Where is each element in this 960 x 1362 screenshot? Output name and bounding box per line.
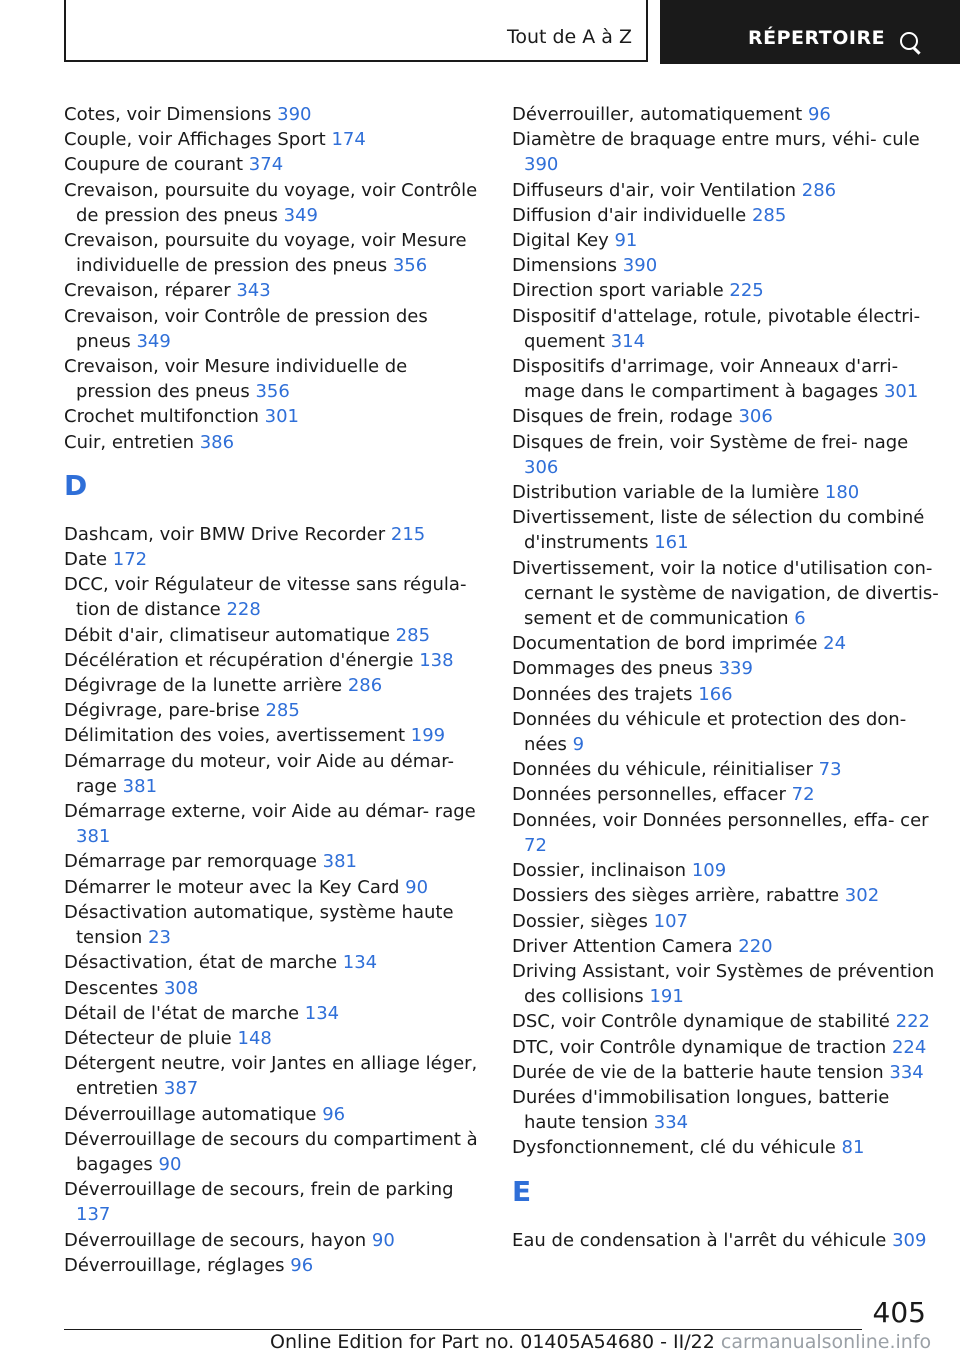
index-letter-heading: E: [512, 1174, 532, 1208]
index-entry-text: Dégivrage, pare-brise: [64, 700, 260, 722]
page-reference-link[interactable]: 191: [649, 986, 684, 1008]
index-entry: [64, 278, 484, 303]
index-entry-text: Divertissement, liste de sélection du combiné d'instruments: [512, 507, 925, 554]
index-entry: [64, 152, 484, 177]
page-reference-link[interactable]: 374: [248, 154, 284, 176]
search-icon[interactable]: [900, 32, 918, 50]
index-entry-text: Driving Assistant, voir Systèmes de prévention des collisions: [512, 960, 935, 1008]
index-entry-text: Données du véhicule et protection des don- nées: [512, 708, 907, 756]
index-entry: [512, 1035, 942, 1060]
page-reference-link[interactable]: 220: [738, 935, 773, 957]
page-reference-link[interactable]: 109: [691, 860, 727, 882]
index-entry: [64, 430, 484, 455]
index-entry: [512, 430, 942, 480]
page-reference-link[interactable]: 309: [892, 1229, 927, 1251]
tab-a-to-z[interactable]: [64, 0, 648, 62]
page-reference-link[interactable]: 9: [572, 734, 585, 756]
index-entry: [512, 808, 942, 858]
page-reference-link[interactable]: 199: [410, 725, 446, 747]
index-entry: [64, 849, 484, 874]
page-reference-link[interactable]: 24: [823, 633, 847, 655]
page-reference-link[interactable]: 137: [76, 1204, 111, 1226]
index-entry: [512, 1135, 942, 1160]
index-entry: [64, 522, 484, 547]
index-entry-text: Disques de frein, rodage: [512, 406, 733, 428]
page-reference-link[interactable]: 107: [653, 910, 688, 932]
index-entry-text: Démarrer le moteur avec la Key Card: [64, 876, 400, 898]
page-reference-link[interactable]: 81: [841, 1137, 865, 1159]
index-entry: [512, 959, 942, 1009]
index-entry-text: Déverrouillage, réglages: [64, 1254, 285, 1276]
index-entry: [512, 127, 942, 177]
page-reference-link[interactable]: 228: [226, 599, 261, 621]
index-entry-text: Documentation de bord imprimée: [512, 633, 818, 655]
index-entry: [512, 228, 942, 253]
index-column-right: [512, 102, 942, 1253]
page-reference-link[interactable]: 285: [751, 204, 787, 226]
index-entry-text: Détail de l'état de marche: [64, 1002, 300, 1024]
page-reference-link[interactable]: 285: [265, 700, 300, 722]
index-entry-text: Dégivrage de la lunette arrière: [64, 675, 343, 697]
index-entry-text: Dossier, inclinaison: [512, 860, 687, 882]
index-entry-text: Cuir, entretien: [64, 431, 194, 453]
index-entry: [64, 228, 484, 278]
index-entry-text: Désactivation, état de marche: [64, 952, 338, 974]
index-entry: [64, 1177, 484, 1227]
index-entry: [512, 883, 942, 908]
page-reference-link[interactable]: 6: [794, 608, 806, 630]
index-entry-text: Données des trajets: [512, 683, 693, 705]
index-entry-text: Distribution variable de la lumière: [512, 482, 820, 504]
index-entry-text: Déverrouillage de secours, hayon: [64, 1229, 367, 1251]
page-reference-link[interactable]: 224: [891, 1036, 927, 1058]
index-entry: [64, 354, 484, 404]
index-entry: [512, 1228, 942, 1253]
index-entry: [512, 858, 942, 883]
page-reference-link[interactable]: 349: [283, 204, 319, 226]
index-entry-text: Crevaison, voir Mesure individuelle de pression des pneus: [64, 356, 408, 403]
index-entry-text: Crevaison, réparer: [64, 280, 231, 302]
index-entry-text: Dispositif d'attelage, rotule, pivotable électri- quement: [512, 305, 921, 352]
index-entry: [64, 1051, 484, 1101]
index-entry: [512, 253, 942, 278]
page-reference-link[interactable]: 390: [524, 154, 559, 176]
index-entry: [512, 304, 942, 354]
page-reference-link[interactable]: 306: [738, 406, 773, 428]
index-entry-text: Déverrouillage automatique: [64, 1103, 317, 1125]
index-letter-heading: D: [64, 468, 88, 502]
index-entry: [64, 673, 484, 698]
index-entry: [64, 178, 484, 228]
index-entry-text: Données, voir Données personnelles, effa- cer: [512, 809, 929, 831]
index-entry-text: Couple, voir Affichages Sport: [64, 129, 326, 151]
page-reference-link[interactable]: 339: [718, 658, 753, 680]
index-entry-text: Démarrage externe, voir Aide au démar- rage: [64, 801, 476, 823]
page-reference-link[interactable]: 286: [347, 675, 383, 697]
index-entry: [512, 1009, 942, 1034]
index-entry-text: Diffuseurs d'air, voir Ventilation: [512, 179, 797, 201]
index-entry-text: Déverrouillage de secours du compartiment à bagages: [64, 1128, 478, 1175]
page-reference-link[interactable]: 306: [524, 456, 559, 478]
page-reference-link[interactable]: 381: [122, 775, 158, 797]
index-entry-text: Crevaison, poursuite du voyage, voir Mesure individuelle de pression des pneus: [64, 230, 467, 277]
index-entry-text: Dysfonctionnement, clé du véhicule: [512, 1137, 836, 1159]
page-reference-link[interactable]: 23: [148, 927, 171, 949]
index-entry-text: Descentes: [64, 977, 159, 999]
index-entry: [512, 1060, 942, 1085]
page-reference-link[interactable]: 390: [277, 104, 312, 125]
page-reference-link[interactable]: 334: [653, 1112, 689, 1134]
page-reference-link[interactable]: 134: [342, 952, 378, 974]
index-entry-text: Délimitation des voies, avertissement: [64, 725, 406, 747]
index-entry-text: Date: [64, 549, 108, 571]
index-entry-text: Diffusion d'air individuelle: [512, 204, 747, 226]
index-entry: [512, 782, 942, 807]
page-reference-link[interactable]: 349: [136, 330, 171, 352]
index-entry-text: Disques de frein, voir Système de frei- nage: [512, 431, 909, 453]
index-entry-text: Détergent neutre, voir Jantes en alliage léger, entretien: [64, 1053, 478, 1100]
index-entry-text: Débit d'air, climatiseur automatique: [64, 624, 390, 646]
page-reference-link[interactable]: 356: [255, 381, 290, 403]
index-entry-text: Digital Key: [512, 230, 609, 252]
tab-a-to-z-label: Tout de A à Z: [506, 26, 632, 48]
page-reference-link[interactable]: 308: [163, 977, 199, 999]
page-reference-link[interactable]: 90: [405, 876, 429, 898]
index-entry: [64, 976, 484, 1001]
page-reference-link[interactable]: 334: [889, 1061, 924, 1083]
index-entry: [512, 505, 942, 555]
index-entry: [64, 1253, 484, 1278]
page-reference-link[interactable]: 91: [614, 230, 638, 252]
index-entry: [64, 304, 484, 354]
index-entry: [512, 203, 942, 228]
page-reference-link[interactable]: 302: [844, 885, 880, 907]
index-entry: [64, 102, 484, 127]
index-entry-text: Divertissement, voir la notice d'utilisation con- cernant le système de navigation, de divertis- sement et de communication: [512, 557, 939, 630]
index-entry: [64, 404, 484, 429]
index-entry-text: Driver Attention Camera: [512, 935, 733, 957]
index-entry-text: Désactivation automatique, système haute tension: [64, 901, 454, 949]
index-entry-text: DSC, voir Contrôle dynamique de stabilité: [512, 1011, 890, 1033]
index-entry-text: Déverrouillage de secours, frein de parking: [64, 1179, 454, 1201]
page-reference-link[interactable]: 356: [392, 255, 428, 277]
index-entry: [64, 950, 484, 975]
page-reference-link[interactable]: 161: [654, 532, 689, 554]
index-entry-text: Durées d'immobilisation longues, batterie haute tension: [512, 1086, 890, 1134]
index-entry: [64, 723, 484, 748]
index-entry: [64, 1102, 484, 1127]
index-entry: [512, 556, 942, 632]
index-entry: [64, 623, 484, 648]
page-reference-link[interactable]: 72: [524, 834, 547, 856]
index-entry: [512, 707, 942, 757]
page-reference-link[interactable]: 166: [698, 683, 733, 705]
index-entry: [512, 404, 942, 429]
index-entry-text: Dashcam, voir BMW Drive Recorder: [64, 523, 386, 545]
index-entry-text: Dossier, sièges: [512, 910, 648, 932]
index-entry-text: Données du véhicule, réinitialiser: [512, 759, 813, 781]
index-entry: [64, 749, 484, 799]
page-reference-link[interactable]: 138: [419, 649, 454, 671]
footer-edition: Online Edition for Part no. 01405A54680 - II/22: [270, 1331, 715, 1353]
index-entry: [512, 934, 942, 959]
index-entry: [64, 1228, 484, 1253]
index-entry-text: DCC, voir Régulateur de vitesse sans régula- tion de distance: [64, 574, 467, 621]
page-reference-link[interactable]: 148: [237, 1027, 272, 1049]
page-reference-link[interactable]: 96: [322, 1103, 346, 1125]
index-entry-text: Décélération et récupération d'énergie: [64, 649, 414, 671]
page-reference-link[interactable]: 174: [331, 129, 366, 151]
index-entry: [512, 909, 942, 934]
index-entry-text: Démarrage par remorquage: [64, 851, 317, 873]
index-entry: [64, 547, 484, 572]
footer-divider: [64, 1329, 862, 1330]
index-entry: [64, 127, 484, 152]
index-entry: [64, 900, 484, 950]
index-entry-text: Déverrouiller, automatiquement: [512, 104, 803, 125]
index-entry-text: Coupure de courant: [64, 154, 244, 176]
page-reference-link[interactable]: 225: [729, 280, 764, 302]
page-reference-link[interactable]: 172: [112, 549, 148, 571]
page-reference-link[interactable]: 90: [371, 1229, 395, 1251]
footer-watermark: carmanualsonline.info: [720, 1331, 932, 1353]
index-entry-text: DTC, voir Contrôle dynamique de traction: [512, 1036, 887, 1058]
index-entry-text: Crevaison, poursuite du voyage, voir Contrôle de pression des pneus: [64, 179, 478, 226]
index-entry-text: Crevaison, voir Contrôle de pression des pneus: [64, 305, 428, 352]
tab-index[interactable]: [660, 0, 960, 64]
page-reference-link[interactable]: 72: [791, 784, 815, 806]
index-entry-text: Dossiers des sièges arrière, rabattre: [512, 885, 840, 907]
page-reference-link[interactable]: 381: [322, 851, 357, 873]
page-reference-link[interactable]: 314: [610, 330, 646, 352]
index-entry: [64, 1001, 484, 1026]
index-entry: [512, 757, 942, 782]
page-reference-link[interactable]: 96: [807, 104, 831, 125]
index-entry: [512, 480, 942, 505]
page-reference-link[interactable]: 96: [290, 1254, 314, 1276]
index-entry-text: Eau de condensation à l'arrêt du véhicule: [512, 1229, 887, 1251]
index-entry: [512, 278, 942, 303]
index-entry-text: Direction sport variable: [512, 280, 724, 302]
tab-index-label: RÉPERTOIRE: [748, 27, 886, 49]
index-entry: [512, 631, 942, 656]
index-entry-text: Cotes, voir Dimensions: [64, 104, 272, 125]
index-entry: [64, 698, 484, 723]
page-reference-link[interactable]: 301: [883, 381, 919, 403]
page-reference-link[interactable]: 381: [76, 826, 111, 848]
index-column-left: [64, 102, 484, 1278]
page-header: [0, 0, 960, 66]
index-entry-text: Crochet multifonction: [64, 406, 259, 428]
page-reference-link[interactable]: 387: [163, 1078, 199, 1100]
index-entry: [512, 1085, 942, 1135]
index-entry: [64, 875, 484, 900]
index-entry: [512, 178, 942, 203]
index-entry-text: Durée de vie de la batterie haute tension: [512, 1061, 884, 1083]
index-entry-text: Diamètre de braquage entre murs, véhi- cule: [512, 129, 920, 151]
index-entry: [512, 682, 942, 707]
page-reference-link[interactable]: 390: [622, 255, 658, 277]
index-entry: [64, 648, 484, 673]
index-entry-text: Démarrage du moteur, voir Aide au démar- rage: [64, 750, 455, 797]
page-reference-link[interactable]: 180: [824, 482, 860, 504]
page-reference-link[interactable]: 286: [801, 179, 837, 201]
page-reference-link[interactable]: 90: [158, 1153, 182, 1175]
index-entry-text: Dommages des pneus: [512, 658, 713, 680]
index-entry-text: Données personnelles, effacer: [512, 784, 786, 806]
index-entry: [64, 1026, 484, 1051]
page-reference-link[interactable]: 343: [236, 280, 271, 302]
index-entry: [64, 572, 484, 622]
index-entry: [512, 354, 942, 404]
footer: [270, 1331, 931, 1353]
index-entry: [64, 799, 484, 849]
index-entry: [512, 656, 942, 681]
page-reference-link[interactable]: 285: [395, 624, 431, 646]
index-entry: [512, 102, 942, 127]
page-reference-link[interactable]: 386: [199, 431, 235, 453]
page-number: 405: [872, 1296, 926, 1329]
page-reference-link[interactable]: 73: [818, 759, 842, 781]
page-reference-link[interactable]: 134: [304, 1002, 340, 1024]
page-reference-link[interactable]: 215: [390, 523, 426, 545]
index-entry-text: Détecteur de pluie: [64, 1027, 232, 1049]
index-entry: [64, 1127, 484, 1177]
page-reference-link[interactable]: 222: [895, 1011, 930, 1033]
index-entry-text: Dispositifs d'arrimage, voir Anneaux d'arri- mage dans le compartiment à bagages: [512, 356, 899, 403]
page-reference-link[interactable]: 301: [264, 406, 299, 428]
index-entry-text: Dimensions: [512, 255, 618, 277]
